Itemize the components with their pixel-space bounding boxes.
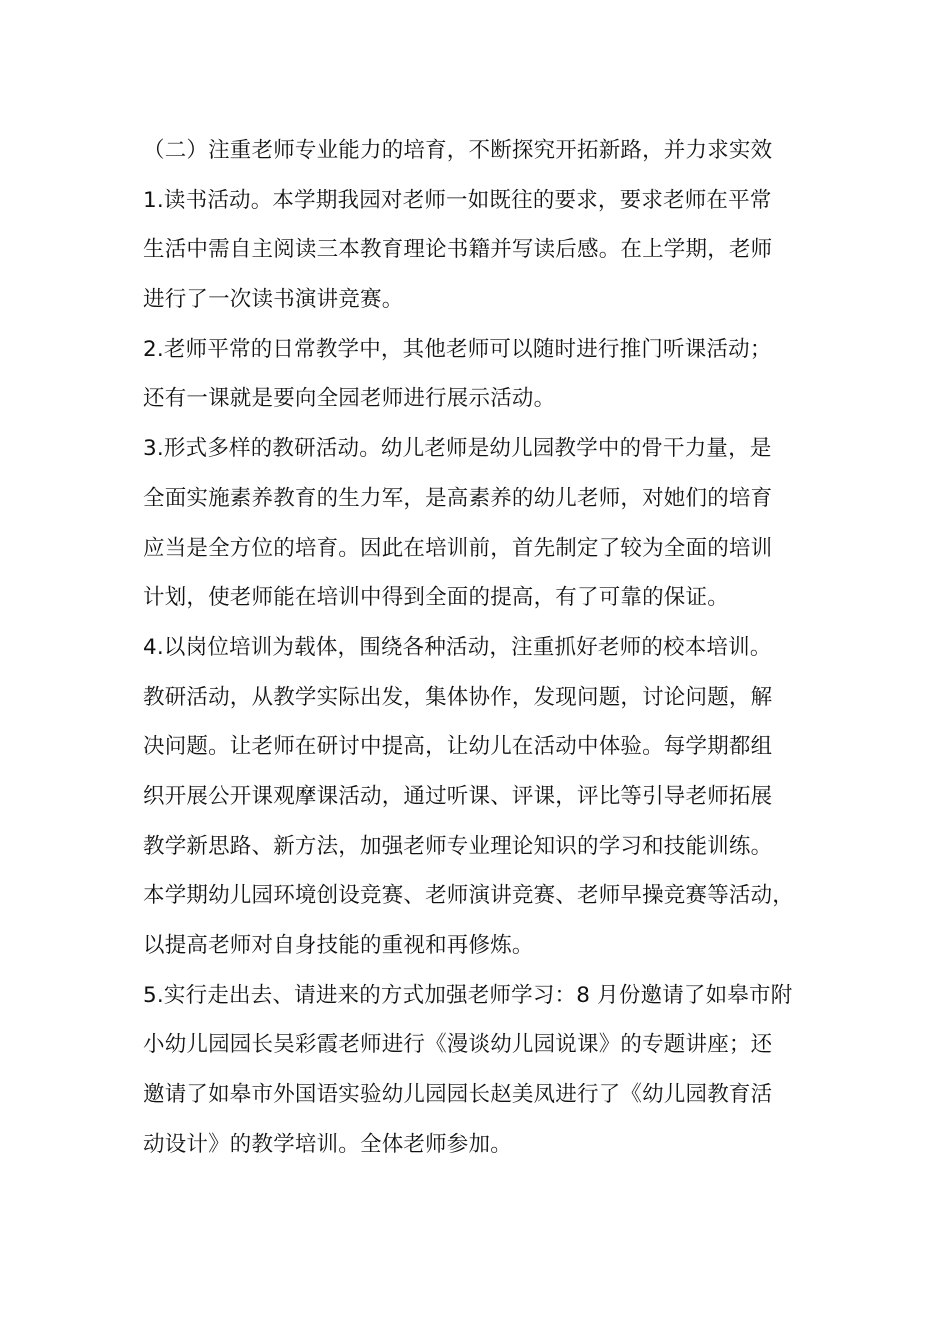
text-line: 进行了一次读书演讲竞赛。: [143, 287, 404, 313]
text-line: 决问题。让老师在研讨中提高，让幼儿在活动中体验。每学期都组: [143, 734, 773, 760]
text-line: 还有一课就是要向全园老师进行展示活动。: [143, 386, 556, 412]
text-line: 本学期幼儿园环境创设竞赛、老师演讲竞赛、老师早操竞赛等活动，: [143, 883, 795, 909]
text-line: 教研活动，从教学实际出发，集体协作，发现问题，讨论问题，解: [143, 684, 773, 710]
document-body: [143, 126, 823, 1169]
text-line: 5.实行走出去、请进来的方式加强老师学习：8 月份邀请了如皋市附: [143, 982, 793, 1008]
text-line: 全面实施素养教育的生力军，是高素养的幼儿老师，对她们的培育: [143, 485, 773, 511]
text-line: 2.老师平常的日常教学中，其他老师可以随时进行推门听课活动；: [143, 336, 772, 362]
text-line: 生活中需自主阅读三本教育理论书籍并写读后感。在上学期，老师: [143, 237, 773, 263]
text-line: 以提高老师对自身技能的重视和再修炼。: [143, 933, 534, 958]
text-line: 动设计》的教学培训。全体老师参加。: [143, 1131, 512, 1157]
text-line: 3.形式多样的教研活动。幼儿老师是幼儿园教学中的骨干力量，是: [143, 436, 772, 462]
text-line: 邀请了如皋市外国语实验幼儿园园长赵美凤进行了《幼儿园教育活: [143, 1082, 773, 1108]
text-line: 应当是全方位的培育。因此在培训前，首先制定了较为全面的培训: [143, 535, 773, 561]
text-line: 1.读书活动。本学期我园对老师一如既往的要求，要求老师在平常: [143, 187, 772, 213]
text-line: 4.以岗位培训为载体，围绕各种活动，注重抓好老师的校本培训。: [143, 634, 772, 660]
text-line: 计划，使老师能在培训中得到全面的提高，有了可靠的保证。: [143, 585, 729, 611]
text-line: 小幼儿园园长吴彩霞老师进行《漫谈幼儿园说课》的专题讲座；还: [143, 1032, 773, 1058]
text-line: 织开展公开课观摩课活动，通过听课、评课，评比等引导老师拓展: [143, 783, 773, 809]
section-heading: （二）注重老师专业能力的培育，不断探究开拓新路，并力求实效: [143, 138, 773, 163]
text-line: 教学新思路、新方法，加强老师专业理论知识的学习和技能训练。: [143, 833, 773, 859]
